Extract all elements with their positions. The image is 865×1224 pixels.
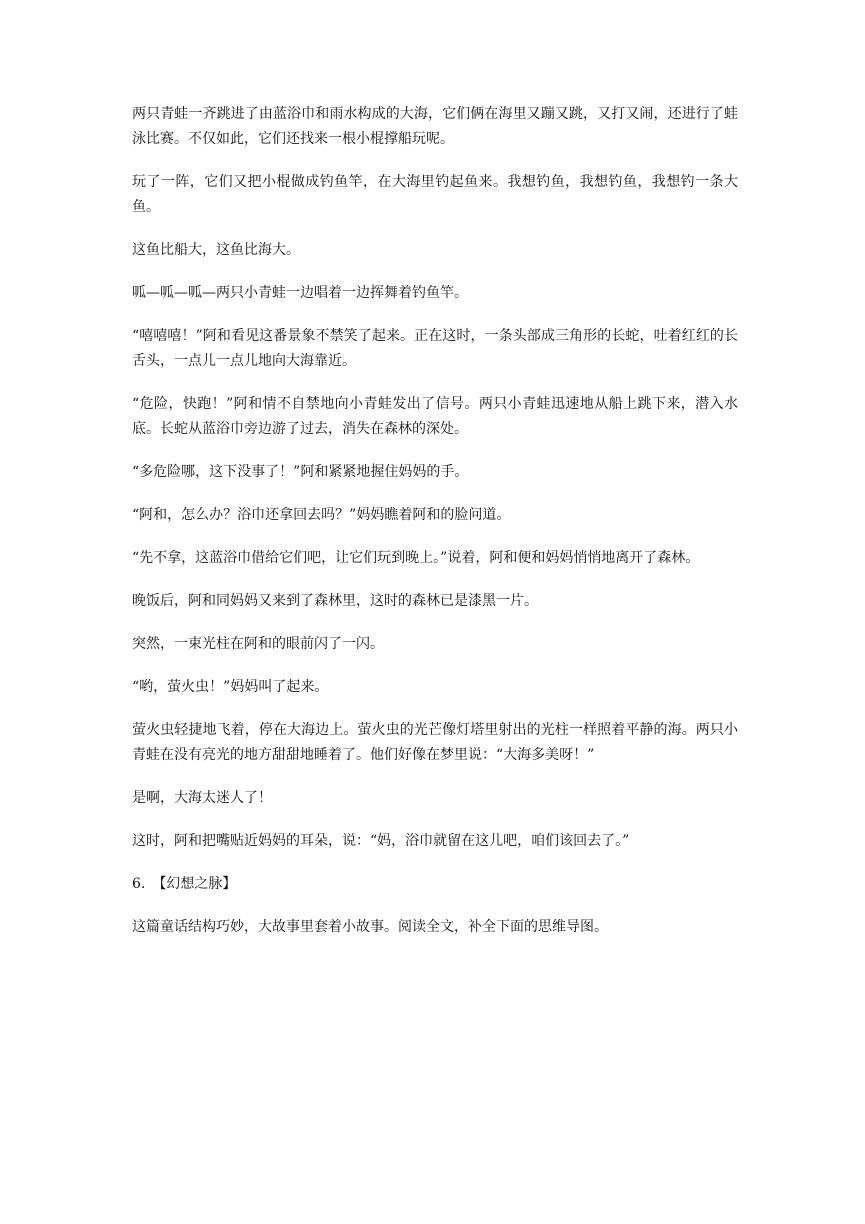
story-paragraph: “嘻嘻嘻！”阿和看见这番景象不禁笑了起来。正在这时，一条头部成三角形的长蛇，吐着红红的长舌头，一点儿一点儿地向大海靠近。 (132, 328, 738, 369)
story-paragraph: “多危险哪，这下没事了！”阿和紧紧地握住妈妈的手。 (132, 464, 469, 480)
story-paragraph: 晚饭后，阿和同妈妈又来到了森林里，这时的森林已是漆黑一片。 (132, 593, 538, 609)
story-paragraph: “危险，快跑！”阿和情不自禁地向小青蛙发出了信号。两只小青蛙迅速地从船上跳下来，潜入水底。长蛇从蓝浴巾旁边游了过去，消失在森林的深处。 (132, 396, 738, 437)
story-paragraph: 玩了一阵，它们又把小棍做成钓鱼竿，在大海里钓起鱼来。我想钓鱼，我想钓鱼，我想钓一条大鱼。 (132, 174, 738, 215)
question-instruction: 这篇童话结构巧妙，大故事里套着小故事。阅读全文，补全下面的思维导图。 (132, 919, 608, 935)
story-paragraph: 萤火虫轻捷地飞着，停在大海边上。萤火虫的光芒像灯塔里射出的光柱一样照着平静的海。两只小青蛙在没有亮光的地方甜甜地睡着了。他们好像在梦里说：“大海多美呀！” (132, 722, 738, 763)
story-paragraph: 这时，阿和把嘴贴近妈妈的耳朵，说：“妈，浴巾就留在这儿吧，咱们该回去了。” (132, 833, 630, 849)
story-paragraph: “先不拿，这蓝浴巾借给它们吧，让它们玩到晚上。”说着，阿和便和妈妈悄悄地离开了森林。 (132, 550, 700, 566)
document-page (132, 102, 738, 958)
story-paragraph: 呱—呱—呱—两只小青蛙一边唱着一边挥舞着钓鱼竿。 (132, 285, 468, 301)
story-paragraph: 两只青蛙一齐跳进了由蓝浴巾和雨水构成的大海，它们俩在海里又蹦又跳，又打又闹，还进行了蛙泳比赛。不仅如此，它们还找来一根小棍撑船玩呢。 (132, 106, 738, 147)
story-paragraph: “哟，萤火虫！”妈妈叫了起来。 (132, 679, 329, 695)
story-paragraph: 是啊，大海太迷人了！ (132, 790, 272, 806)
story-paragraph: 突然，一束光柱在阿和的眼前闪了一闪。 (132, 636, 384, 652)
question-heading: 6. 【幻想之脉】 (132, 876, 237, 892)
story-paragraph: “阿和，怎么办？浴巾还拿回去吗？”妈妈瞧着阿和的脸问道。 (132, 507, 511, 523)
story-paragraph: 这鱼比船大，这鱼比海大。 (132, 242, 300, 258)
